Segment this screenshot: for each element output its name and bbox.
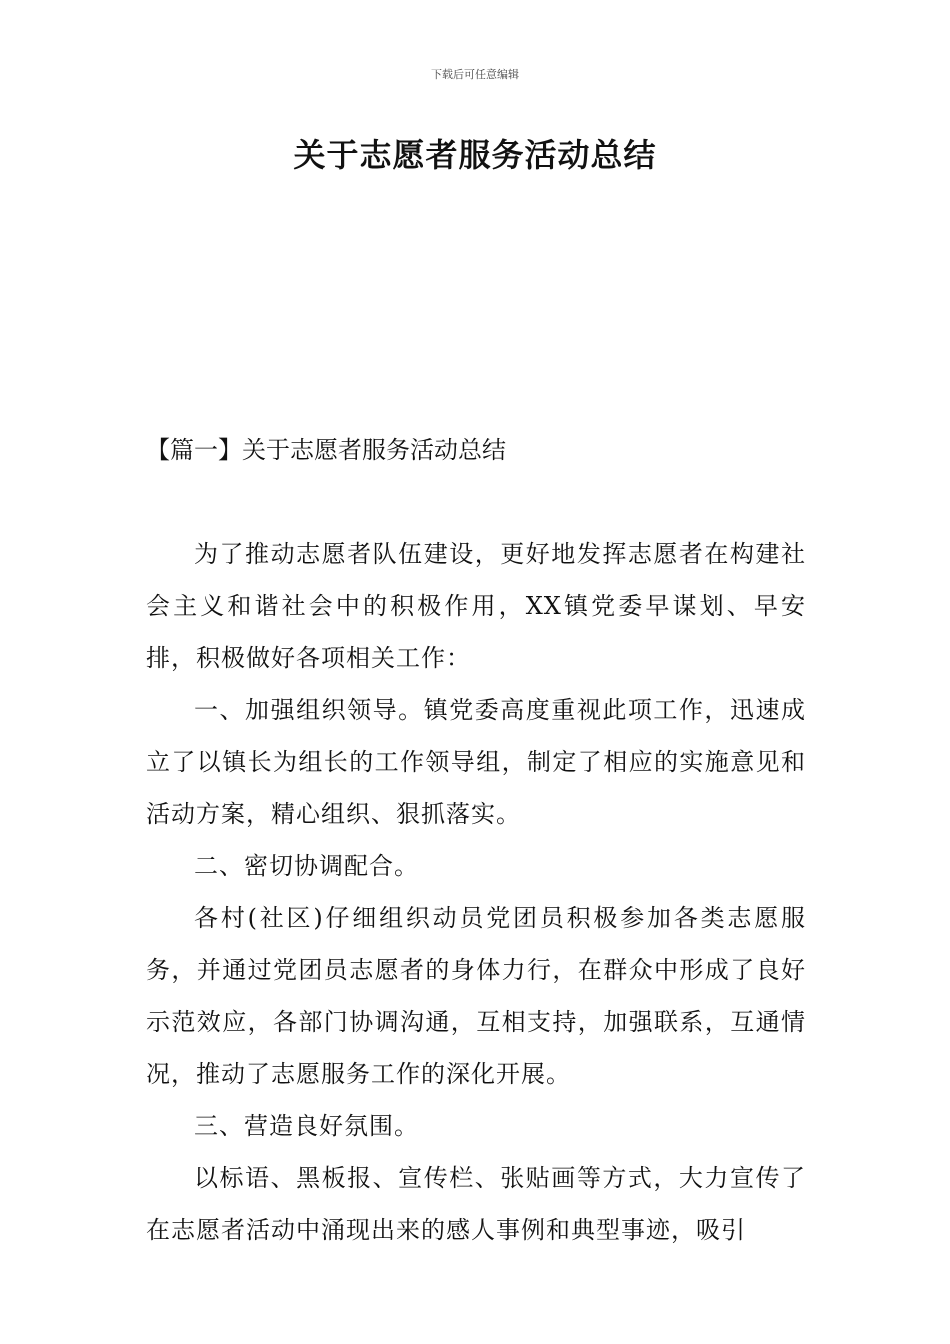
paragraph-coordination: 各村(社区)仔细组织动员党团员积极参加各类志愿服务，并通过党团员志愿者的身体力行，在群众中形成了良好示范效应，各部门协调沟通，互相支持，加强联系，互通情况，推动了志愿服务工作的深化开展。 bbox=[146, 904, 806, 1088]
document-title: 关于志愿者服务活动总结 bbox=[293, 136, 657, 174]
paragraph-atmosphere-heading: 三、营造良好氛围。 bbox=[194, 1112, 419, 1140]
header-note: 下载后可任意编辑 bbox=[431, 68, 519, 81]
paragraph-intro: 为了推动志愿者队伍建设，更好地发挥志愿者在构建社会主义和谐社会中的积极作用，XX镇党委早谋划、早安排，积极做好各项相关工作： bbox=[146, 540, 806, 672]
paragraph-organization: 一、加强组织领导。镇党委高度重视此项工作，迅速成立了以镇长为组长的工作领导组，制定了相应的实施意见和活动方案，精心组织、狠抓落实。 bbox=[146, 696, 806, 828]
paragraph-atmosphere: 以标语、黑板报、宣传栏、张贴画等方式，大力宣传了在志愿者活动中涌现出来的感人事例和典型事迹，吸引 bbox=[146, 1164, 806, 1244]
paragraph-coordination-heading: 二、密切协调配合。 bbox=[194, 852, 419, 880]
body-text bbox=[146, 528, 806, 1256]
section-heading: 【篇一】关于志愿者服务活动总结 bbox=[146, 436, 506, 464]
